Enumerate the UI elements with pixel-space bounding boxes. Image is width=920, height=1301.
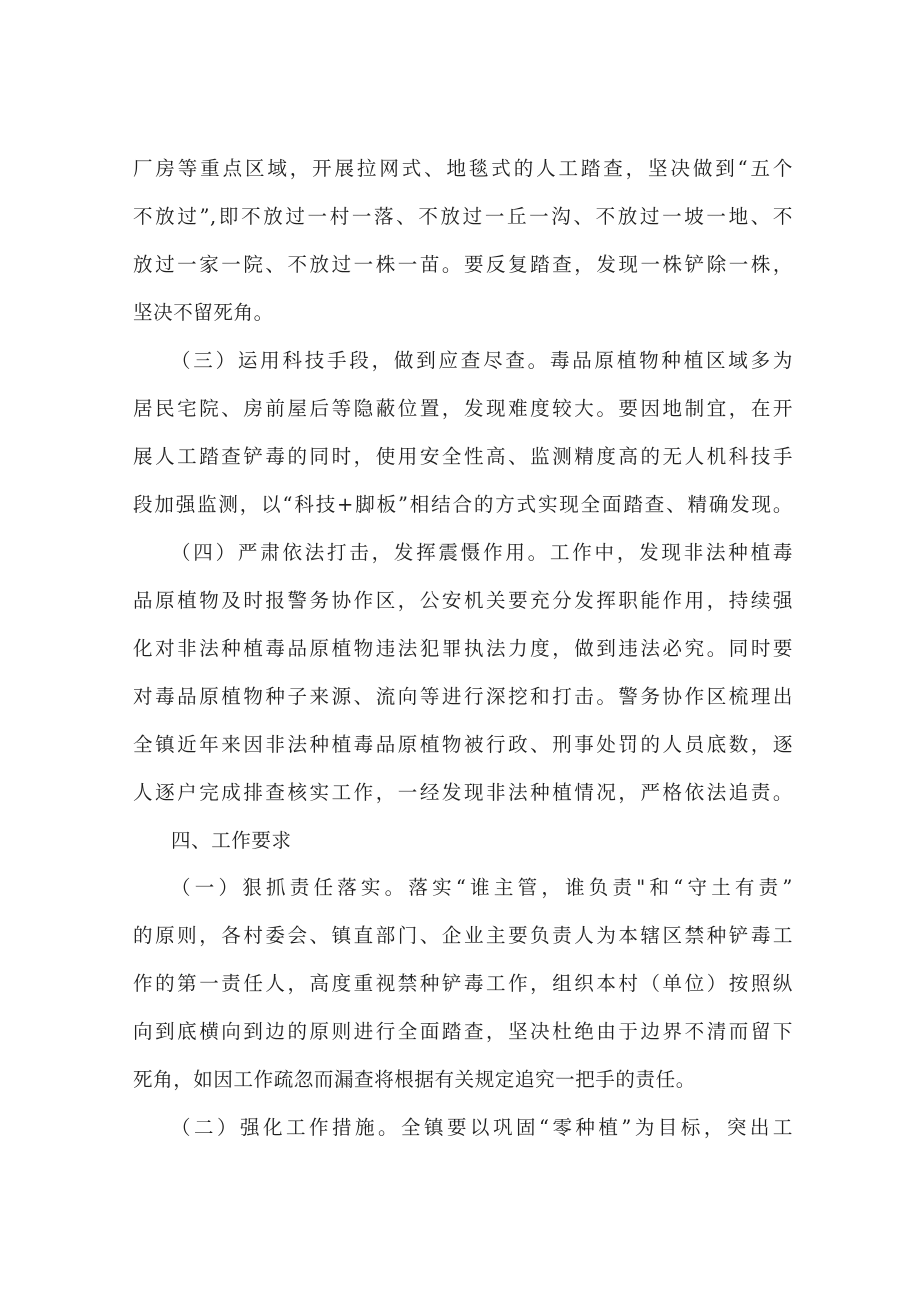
paragraph-line: 段加强监测，以“科技+脚板”相结合的方式实现全面踏查、精确发现。 — [133, 493, 793, 516]
paragraph-line: 放过一家一院、不放过一株一苗。要反复踏查，发现一株铲除一株， — [133, 253, 793, 276]
paragraph-line: 品原植物及时报警务协作区，公安机关要充分发挥职能作用，持续强 — [133, 589, 793, 612]
paragraph-line: 向到底横向到边的原则进行全面踏查，坚决杜绝由于边界不清而留下 — [133, 1020, 793, 1043]
section-title: 四、工作要求 — [171, 829, 292, 852]
paragraph-line: 展人工踏查铲毒的同时，使用安全性高、监测精度高的无人机科技手 — [133, 445, 793, 468]
paragraph-line: 居民宅院、房前屋后等隐蔽位置，发现难度较大。要因地制宜，在开 — [133, 397, 793, 420]
paragraph-line: 的原则，各村委会、镇直部门、企业主要负责人为本辖区禁种铲毒工 — [133, 924, 793, 947]
paragraph-line: 全镇近年来因非法种植毒品原植物被行政、刑事处罚的人员底数，逐 — [133, 733, 793, 756]
paragraph-line: 化对非法种植毒品原植物违法犯罪执法力度，做到违法必究。同时要 — [133, 637, 793, 660]
paragraph-line: 死角，如因工作疏忽而漏查将根据有关规定追究一把手的责任。 — [133, 1068, 696, 1091]
section-heading-line: （四）严肃依法打击，发挥震慑作用。工作中，发现非法种植毒 — [171, 541, 793, 564]
paragraph-line: 人逐户完成排查核实工作，一经发现非法种植情况，严格依法追责。 — [133, 781, 793, 804]
paragraph-line: 对毒品原植物种子来源、流向等进行深挖和打击。警务协作区梳理出 — [133, 685, 793, 708]
paragraph-line: 坚决不留死角。 — [133, 301, 274, 324]
paragraph-line: 作的第一责任人，高度重视禁种铲毒工作，组织本村（单位）按照纵 — [133, 972, 793, 995]
section-heading-line: （一）狠抓责任落实。落实“谁主管，谁负责"和“守土有责” — [171, 876, 793, 899]
paragraph-line: 厂房等重点区域，开展拉网式、地毯式的人工踏查，坚决做到“五个 — [133, 157, 793, 180]
section-heading-line: （三）运用科技手段，做到应查尽查。毒品原植物种植区域多为 — [171, 349, 793, 372]
paragraph-line: 不放过”,即不放过一村一落、不放过一丘一沟、不放过一坡一地、不 — [133, 205, 793, 228]
section-heading-line: （二）强化工作措施。全镇要以巩固“零种植”为目标，突出工 — [171, 1116, 793, 1139]
